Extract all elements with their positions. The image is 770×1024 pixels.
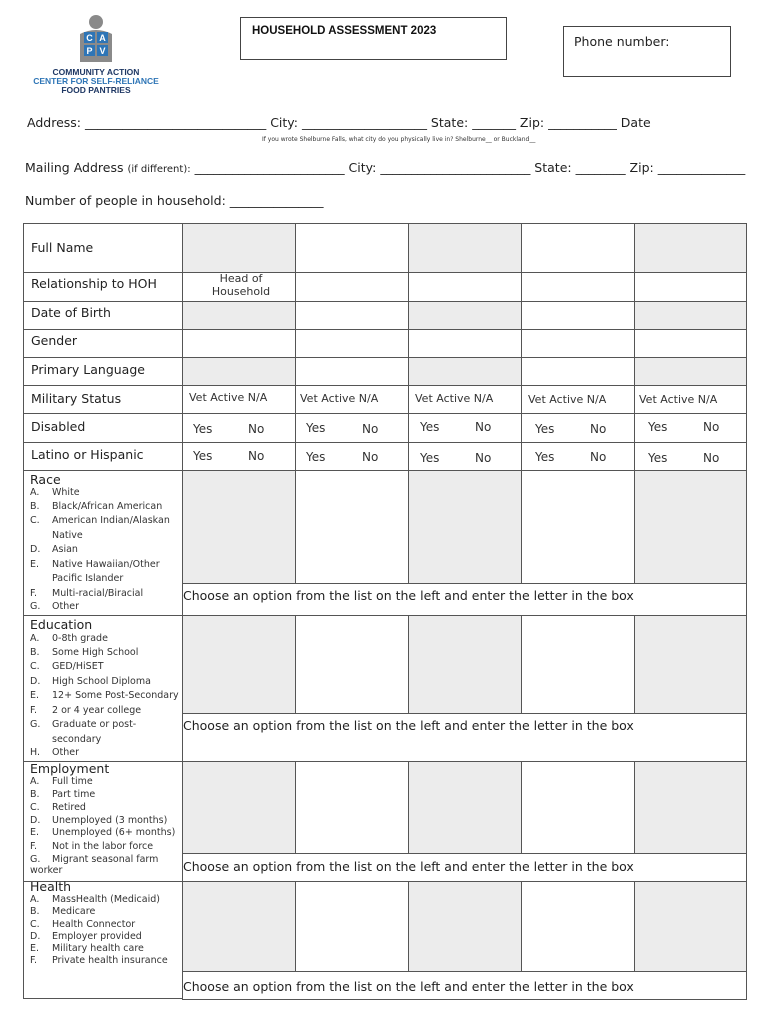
health-option-b: B. Medicare bbox=[30, 906, 96, 917]
logo-line-1: COMMUNITY ACTION bbox=[52, 67, 140, 77]
row-label-disabled: Disabled bbox=[31, 419, 86, 434]
race-option-e-cont: Pacific Islander bbox=[52, 573, 124, 584]
race-option-e: E. Native Hawaiian/Other bbox=[30, 559, 160, 570]
logo-line-3: FOOD PANTRIES bbox=[61, 85, 131, 95]
row-label-relationship: Relationship to HOH bbox=[31, 276, 157, 291]
health-option-f: F. Private health insurance bbox=[30, 955, 168, 966]
hoh-value: Head of Household bbox=[211, 272, 271, 298]
row-label-language: Primary Language bbox=[31, 362, 145, 377]
health-option-c: C. Health Connector bbox=[30, 919, 136, 930]
employment-option-c: C. Retired bbox=[30, 802, 86, 813]
logo-letter-v: V bbox=[99, 46, 106, 56]
health-instruction: Choose an option from the list on the left and enter the letter in the box bbox=[183, 979, 634, 994]
logo-letter-c: C bbox=[86, 33, 93, 43]
employment-instruction: Choose an option from the list on the left and enter the letter in the box bbox=[183, 859, 634, 874]
disabled-yes-col5[interactable]: Yes bbox=[648, 420, 668, 434]
employment-option-b: B. Part time bbox=[30, 789, 96, 800]
latino-yes-col2[interactable]: Yes bbox=[306, 450, 326, 464]
race-option-d: D. Asian bbox=[30, 544, 78, 555]
employment-option-f: F. Not in the labor force bbox=[30, 841, 154, 852]
education-option-e: E. 12+ Some Post-Secondary bbox=[30, 690, 179, 701]
military-options-col4[interactable]: Vet Active N/A bbox=[528, 393, 607, 406]
health-option-a: A. MassHealth (Medicaid) bbox=[30, 894, 160, 905]
disabled-no-col2[interactable]: No bbox=[362, 422, 379, 436]
latino-yes-col3[interactable]: Yes bbox=[420, 451, 440, 465]
household-grid bbox=[23, 223, 747, 999]
employment-option-g-cont: worker bbox=[30, 865, 63, 876]
military-options-col3[interactable]: Vet Active N/A bbox=[415, 392, 494, 405]
latino-yes-col5[interactable]: Yes bbox=[648, 451, 668, 465]
education-option-a: A. 0-8th grade bbox=[30, 633, 108, 644]
household-count-line[interactable]: Number of people in household: _______________ bbox=[25, 193, 324, 208]
row-label-military: Military Status bbox=[31, 391, 122, 406]
latino-no-col3[interactable]: No bbox=[475, 451, 492, 465]
education-option-d: D. High School Diploma bbox=[30, 676, 151, 687]
latino-yes-col1[interactable]: Yes bbox=[193, 449, 213, 463]
disabled-yes-col2[interactable]: Yes bbox=[306, 421, 326, 435]
race-option-c: C. American Indian/Alaskan bbox=[30, 515, 170, 526]
education-option-f: F. 2 or 4 year college bbox=[30, 705, 142, 716]
row-label-dob: Date of Birth bbox=[31, 305, 111, 320]
logo-text bbox=[22, 68, 170, 95]
race-option-f: F. Multi-racial/Biracial bbox=[30, 588, 144, 599]
race-instruction: Choose an option from the list on the left and enter the letter in the box bbox=[183, 588, 634, 603]
education-option-g-cont: secondary bbox=[52, 734, 102, 745]
military-options-col5[interactable]: Vet Active N/A bbox=[639, 393, 718, 406]
latino-yes-col4[interactable]: Yes bbox=[535, 450, 555, 464]
logo-letter-p: P bbox=[86, 46, 93, 56]
employment-option-e: E. Unemployed (6+ months) bbox=[30, 827, 176, 838]
row-label-latino: Latino or Hispanic bbox=[31, 447, 144, 462]
latino-no-col2[interactable]: No bbox=[362, 450, 379, 464]
logo-letter-a: A bbox=[99, 33, 106, 43]
disabled-yes-col3[interactable]: Yes bbox=[420, 420, 440, 434]
mailing-address-line[interactable] bbox=[25, 160, 745, 175]
race-option-b: B. Black/African American bbox=[30, 501, 163, 512]
disabled-no-col5[interactable]: No bbox=[703, 420, 720, 434]
disabled-no-col1[interactable]: No bbox=[248, 422, 265, 436]
race-option-a: A. White bbox=[30, 487, 80, 498]
race-option-g: G. Other bbox=[30, 601, 79, 612]
military-options-col1[interactable]: Vet Active N/A bbox=[189, 391, 268, 404]
health-title: Health bbox=[30, 879, 72, 894]
employment-option-g: G. Migrant seasonal farm bbox=[30, 854, 159, 865]
employment-option-d: D. Unemployed (3 months) bbox=[30, 815, 168, 826]
employment-option-a: A. Full time bbox=[30, 776, 93, 787]
education-title: Education bbox=[30, 617, 93, 632]
education-option-g: G. Graduate or post- bbox=[30, 719, 137, 730]
address-note: If you wrote Shelburne Falls, what city do you physically live in? Shelburne__ or Buckland__ bbox=[262, 136, 536, 143]
education-option-b: B. Some High School bbox=[30, 647, 139, 658]
race-option-c-cont: Native bbox=[52, 530, 83, 541]
health-option-d: D. Employer provided bbox=[30, 931, 142, 942]
latino-no-col1[interactable]: No bbox=[248, 449, 265, 463]
health-option-e: E. Military health care bbox=[30, 943, 144, 954]
education-option-h: H. Other bbox=[30, 747, 79, 758]
phone-label: Phone number: bbox=[574, 34, 670, 49]
education-instruction: Choose an option from the list on the left and enter the letter in the box bbox=[183, 718, 634, 733]
latino-no-col5[interactable]: No bbox=[703, 451, 720, 465]
title-box bbox=[240, 17, 507, 60]
disabled-yes-col4[interactable]: Yes bbox=[535, 422, 555, 436]
phone-number-field[interactable] bbox=[563, 26, 731, 77]
logo-line-2: CENTER FOR SELF-RELIANCE bbox=[33, 76, 159, 86]
mailing-label: Mailing Address bbox=[25, 160, 124, 175]
mailing-hint: (if different): bbox=[127, 164, 191, 175]
employment-title: Employment bbox=[30, 761, 110, 776]
disabled-yes-col1[interactable]: Yes bbox=[193, 422, 213, 436]
race-title: Race bbox=[30, 472, 61, 487]
row-label-full-name: Full Name bbox=[31, 240, 94, 255]
address-line[interactable]: Address: _____________________________ City: ____________________ State: _______ Zip: ___________ Date bbox=[27, 115, 651, 130]
military-options-col2[interactable]: Vet Active N/A bbox=[300, 392, 379, 405]
disabled-no-col4[interactable]: No bbox=[590, 422, 607, 436]
latino-no-col4[interactable]: No bbox=[590, 450, 607, 464]
form-title: HOUSEHOLD ASSESSMENT 2023 bbox=[252, 25, 437, 37]
row-label-gender: Gender bbox=[31, 333, 78, 348]
disabled-no-col3[interactable]: No bbox=[475, 420, 492, 434]
mailing-rest: ________________________ City: ________________________ State: ________ Zip: ______________ bbox=[194, 160, 746, 175]
education-option-c: C. GED/HiSET bbox=[30, 661, 104, 672]
